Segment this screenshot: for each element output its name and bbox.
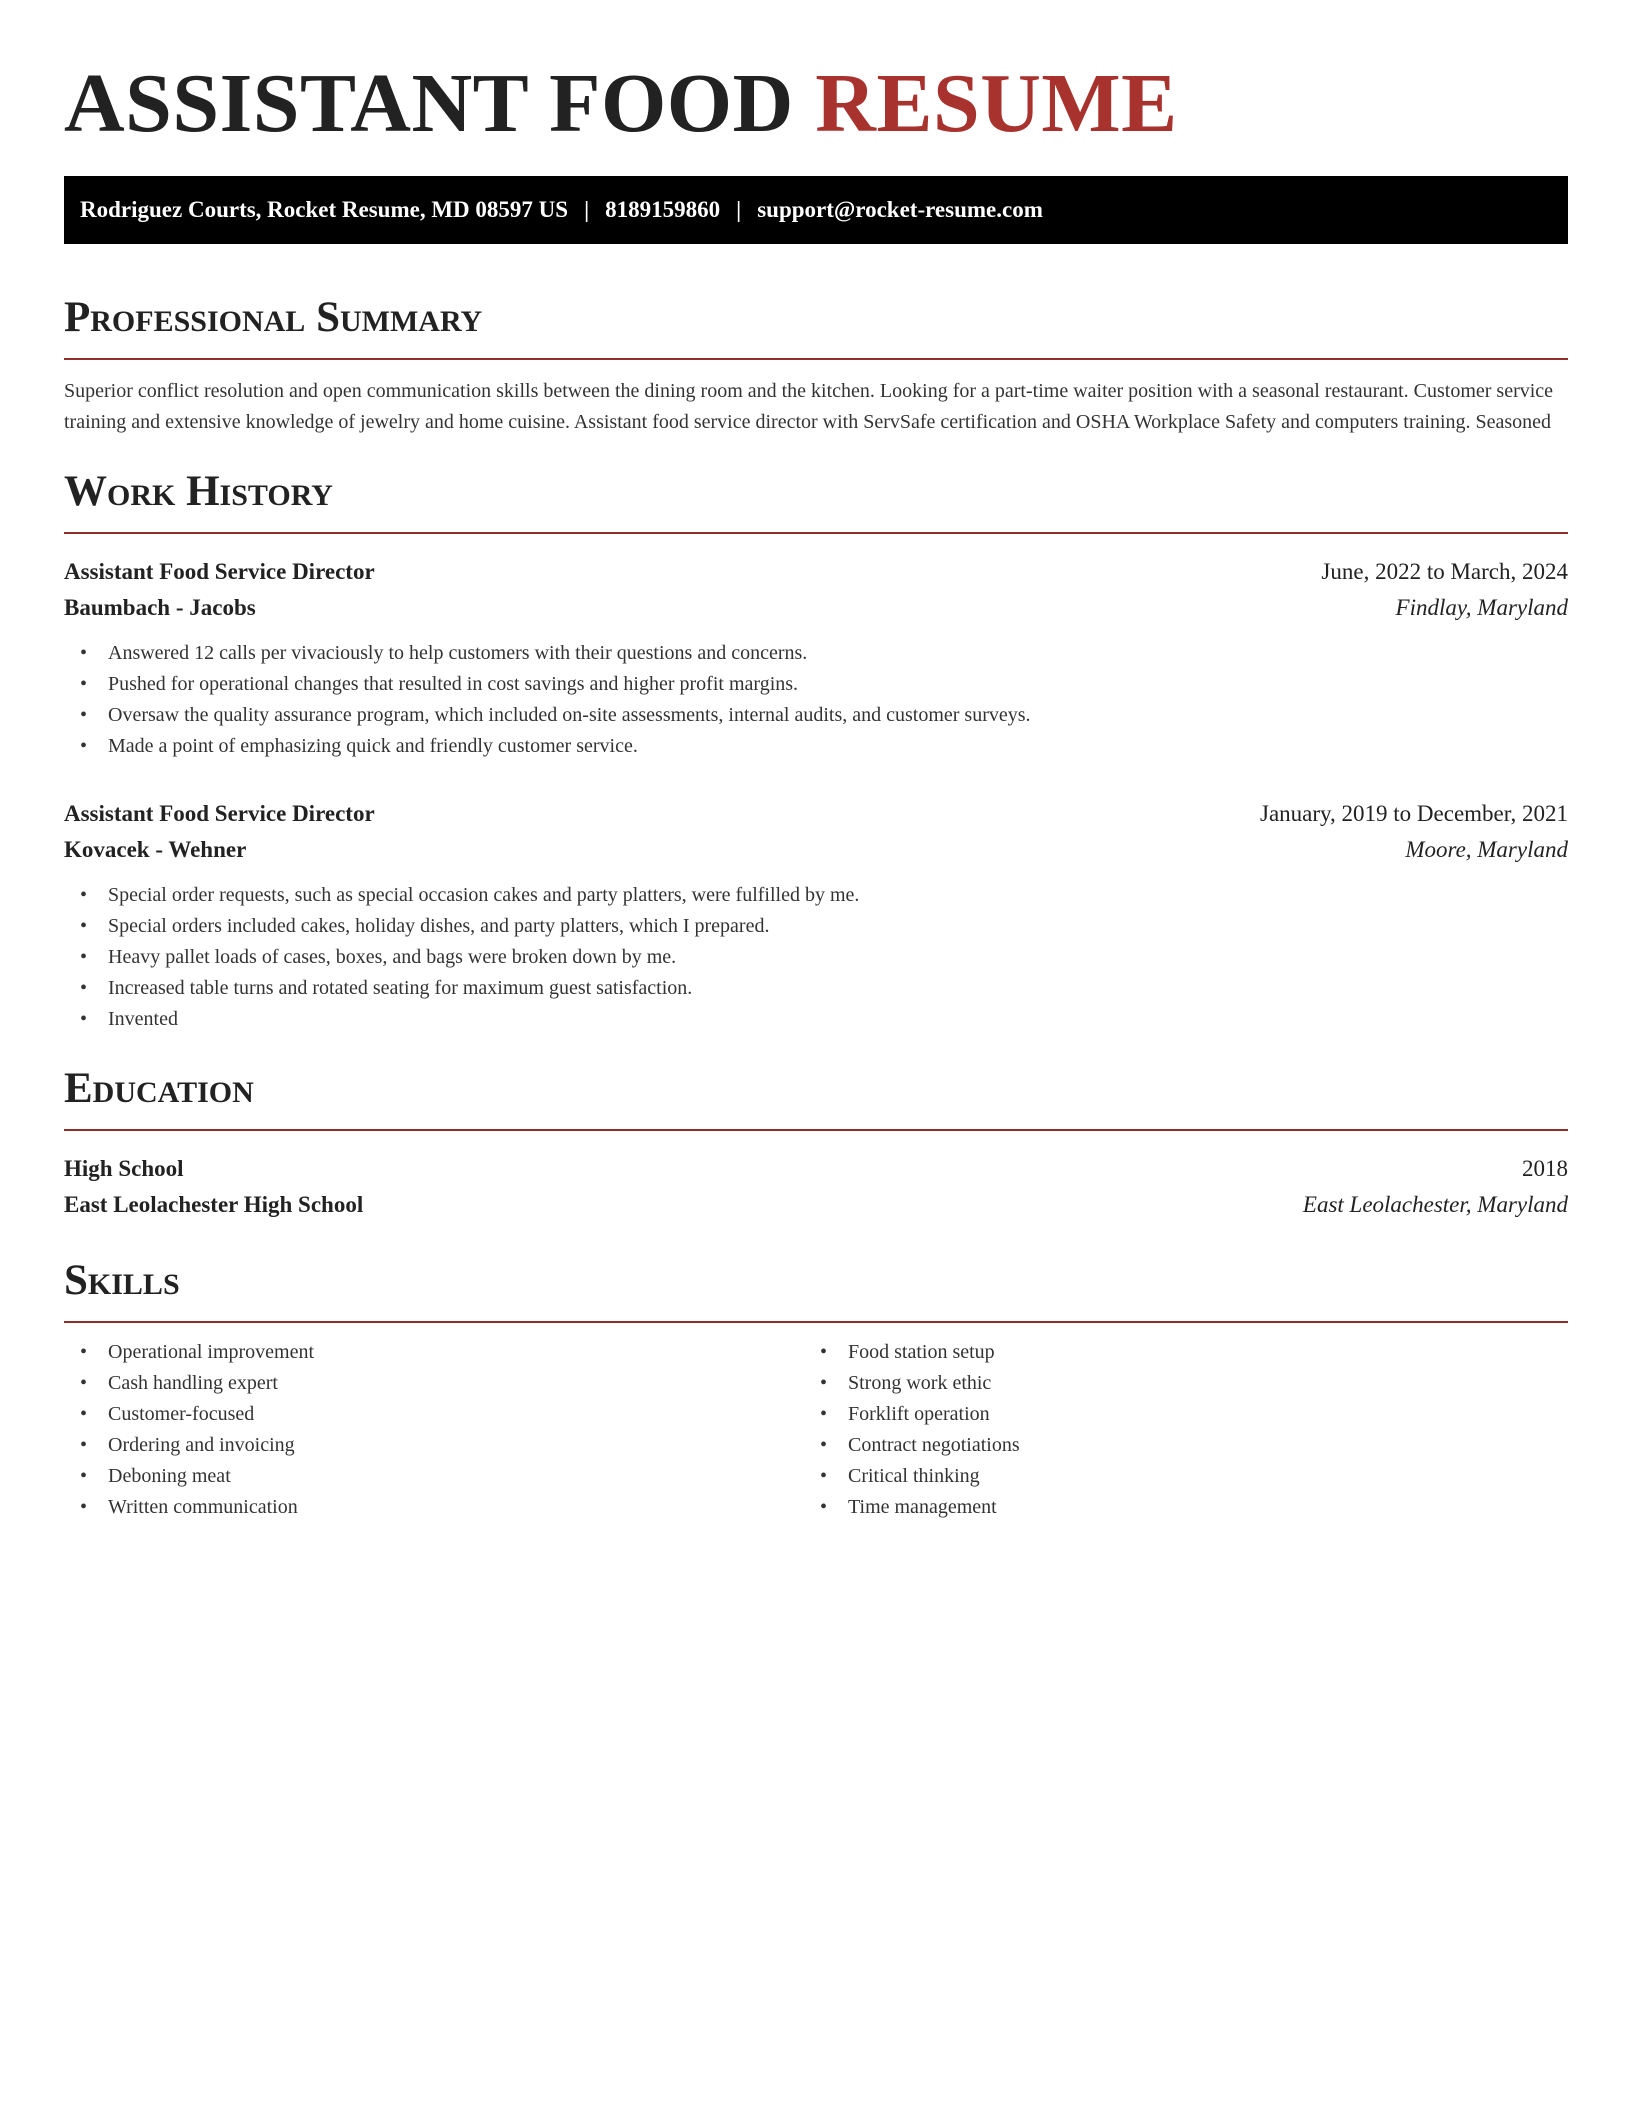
bullet-text: Special order requests, such as special occasion cakes and party platters, were fulfilled by me.	[108, 884, 860, 906]
job-title: Assistant Food Service Director	[64, 801, 375, 826]
list-item	[64, 973, 1568, 1004]
list-item	[64, 731, 1568, 762]
contact-phone: 8189159860	[605, 197, 721, 222]
skill-text: Written communication	[108, 1496, 298, 1518]
skill-text: Operational improvement	[108, 1341, 315, 1363]
list-item	[64, 638, 1568, 669]
job-entry	[64, 554, 1568, 762]
list-item	[64, 1461, 804, 1492]
list-item	[64, 1492, 804, 1523]
list-item	[64, 1004, 1568, 1035]
bullet-dot: •	[80, 1403, 88, 1425]
list-item	[804, 1492, 1544, 1523]
skills-columns	[64, 1337, 1568, 1523]
job-bullets	[64, 638, 1568, 762]
skill-text: Contract negotiations	[848, 1434, 1020, 1456]
contact-email: support@rocket-resume.com	[757, 197, 1043, 222]
bullet-text: Answered 12 calls per vivaciously to help customers with their questions and concerns.	[108, 642, 808, 664]
list-item	[64, 1368, 804, 1399]
skill-text: Forklift operation	[848, 1403, 990, 1425]
job-company: Kovacek - Wehner	[64, 837, 247, 862]
list-item	[804, 1337, 1544, 1368]
resume-title	[64, 0, 1568, 152]
contact-bar	[64, 176, 1568, 244]
education-year: 2018	[1522, 1156, 1568, 1181]
bullet-text: Invented	[108, 1008, 178, 1030]
skills-list-right	[804, 1337, 1544, 1523]
bullet-dot: •	[80, 1341, 88, 1363]
list-item	[804, 1399, 1544, 1430]
bullet-text: Made a point of emphasizing quick and friendly customer service.	[108, 735, 638, 757]
contact-separator: |	[584, 197, 590, 222]
list-item	[804, 1461, 1544, 1492]
bullet-dot: •	[80, 704, 88, 726]
job-company-row	[64, 832, 1568, 868]
job-title: Assistant Food Service Director	[64, 559, 375, 584]
skill-text: Deboning meat	[108, 1465, 231, 1487]
title-accent: RESUME	[815, 57, 1178, 150]
list-item	[64, 880, 1568, 911]
list-item	[64, 700, 1568, 731]
summary-text: Superior conflict resolution and open communication skills between the dining room and the kitchen. Looking for a part-time waiter position with a seasonal restaurant. Customer service training and extensive knowledge of jewelry and home cuisine. Assistant food service director with ServSafe certification and OSHA Workplace Safety and computers training. Seasoned	[64, 380, 1554, 433]
job-location: Moore, Maryland	[1405, 837, 1568, 862]
work-history-heading: Work History	[64, 464, 1568, 534]
bullet-dot: •	[80, 884, 88, 906]
bullet-dot: •	[80, 673, 88, 695]
summary-heading: Professional Summary	[64, 290, 1568, 360]
job-location: Findlay, Maryland	[1395, 595, 1568, 620]
job-company: Baumbach - Jacobs	[64, 595, 256, 620]
skill-text: Customer-focused	[108, 1403, 255, 1425]
education-school: East Leolachester High School	[64, 1192, 364, 1217]
skill-text: Critical thinking	[848, 1465, 980, 1487]
bullet-text: Pushed for operational changes that resulted in cost savings and higher profit margins.	[108, 673, 799, 695]
skill-text: Cash handling expert	[108, 1372, 278, 1394]
title-main: ASSISTANT FOOD	[64, 57, 794, 150]
bullet-dot: •	[820, 1403, 828, 1425]
bullet-dot: •	[80, 1372, 88, 1394]
list-item	[64, 942, 1568, 973]
job-dates: January, 2019 to December, 2021	[1260, 801, 1568, 826]
bullet-text: Heavy pallet loads of cases, boxes, and bags were broken down by me.	[108, 946, 677, 968]
bullet-dot: •	[80, 642, 88, 664]
bullet-text: Special orders included cakes, holiday dishes, and party platters, which I prepared.	[108, 915, 770, 937]
skill-text: Ordering and invoicing	[108, 1434, 295, 1456]
bullet-dot: •	[820, 1434, 828, 1456]
job-bullets	[64, 880, 1568, 1035]
bullet-text: Increased table turns and rotated seating for maximum guest satisfaction.	[108, 977, 693, 999]
list-item	[64, 1430, 804, 1461]
bullet-dot: •	[80, 977, 88, 999]
skill-text: Strong work ethic	[848, 1372, 992, 1394]
list-item	[64, 669, 1568, 700]
job-title-row	[64, 554, 1568, 590]
bullet-dot: •	[820, 1341, 828, 1363]
contact-separator: |	[736, 197, 742, 222]
list-item	[64, 1399, 804, 1430]
bullet-text: Oversaw the quality assurance program, which included on-site assessments, internal audits, and customer surveys.	[108, 704, 1031, 726]
bullet-dot: •	[820, 1465, 828, 1487]
job-title-row	[64, 796, 1568, 832]
bullet-dot: •	[80, 915, 88, 937]
list-item	[64, 1337, 804, 1368]
bullet-dot: •	[820, 1372, 828, 1394]
job-entry	[64, 796, 1568, 1035]
job-company-row	[64, 590, 1568, 626]
bullet-dot: •	[80, 1008, 88, 1030]
education-location: East Leolachester, Maryland	[1302, 1192, 1568, 1217]
skill-text: Time management	[848, 1496, 997, 1518]
list-item	[804, 1368, 1544, 1399]
bullet-dot: •	[80, 1465, 88, 1487]
bullet-dot: •	[80, 735, 88, 757]
bullet-dot: •	[80, 1496, 88, 1518]
list-item	[804, 1430, 1544, 1461]
bullet-dot: •	[80, 1434, 88, 1456]
bullet-dot: •	[820, 1496, 828, 1518]
job-dates: June, 2022 to March, 2024	[1321, 559, 1568, 584]
education-heading: Education	[64, 1061, 1568, 1131]
bullet-dot: •	[80, 946, 88, 968]
education-school-row	[64, 1187, 1568, 1223]
contact-address: Rodriguez Courts, Rocket Resume, MD 08597 US	[80, 197, 569, 222]
education-degree-row	[64, 1151, 1568, 1187]
skill-text: Food station setup	[848, 1341, 995, 1363]
skills-heading: Skills	[64, 1253, 1568, 1323]
skills-list-left	[64, 1337, 804, 1523]
education-entry	[64, 1151, 1568, 1223]
list-item	[64, 911, 1568, 942]
education-degree: High School	[64, 1156, 184, 1181]
